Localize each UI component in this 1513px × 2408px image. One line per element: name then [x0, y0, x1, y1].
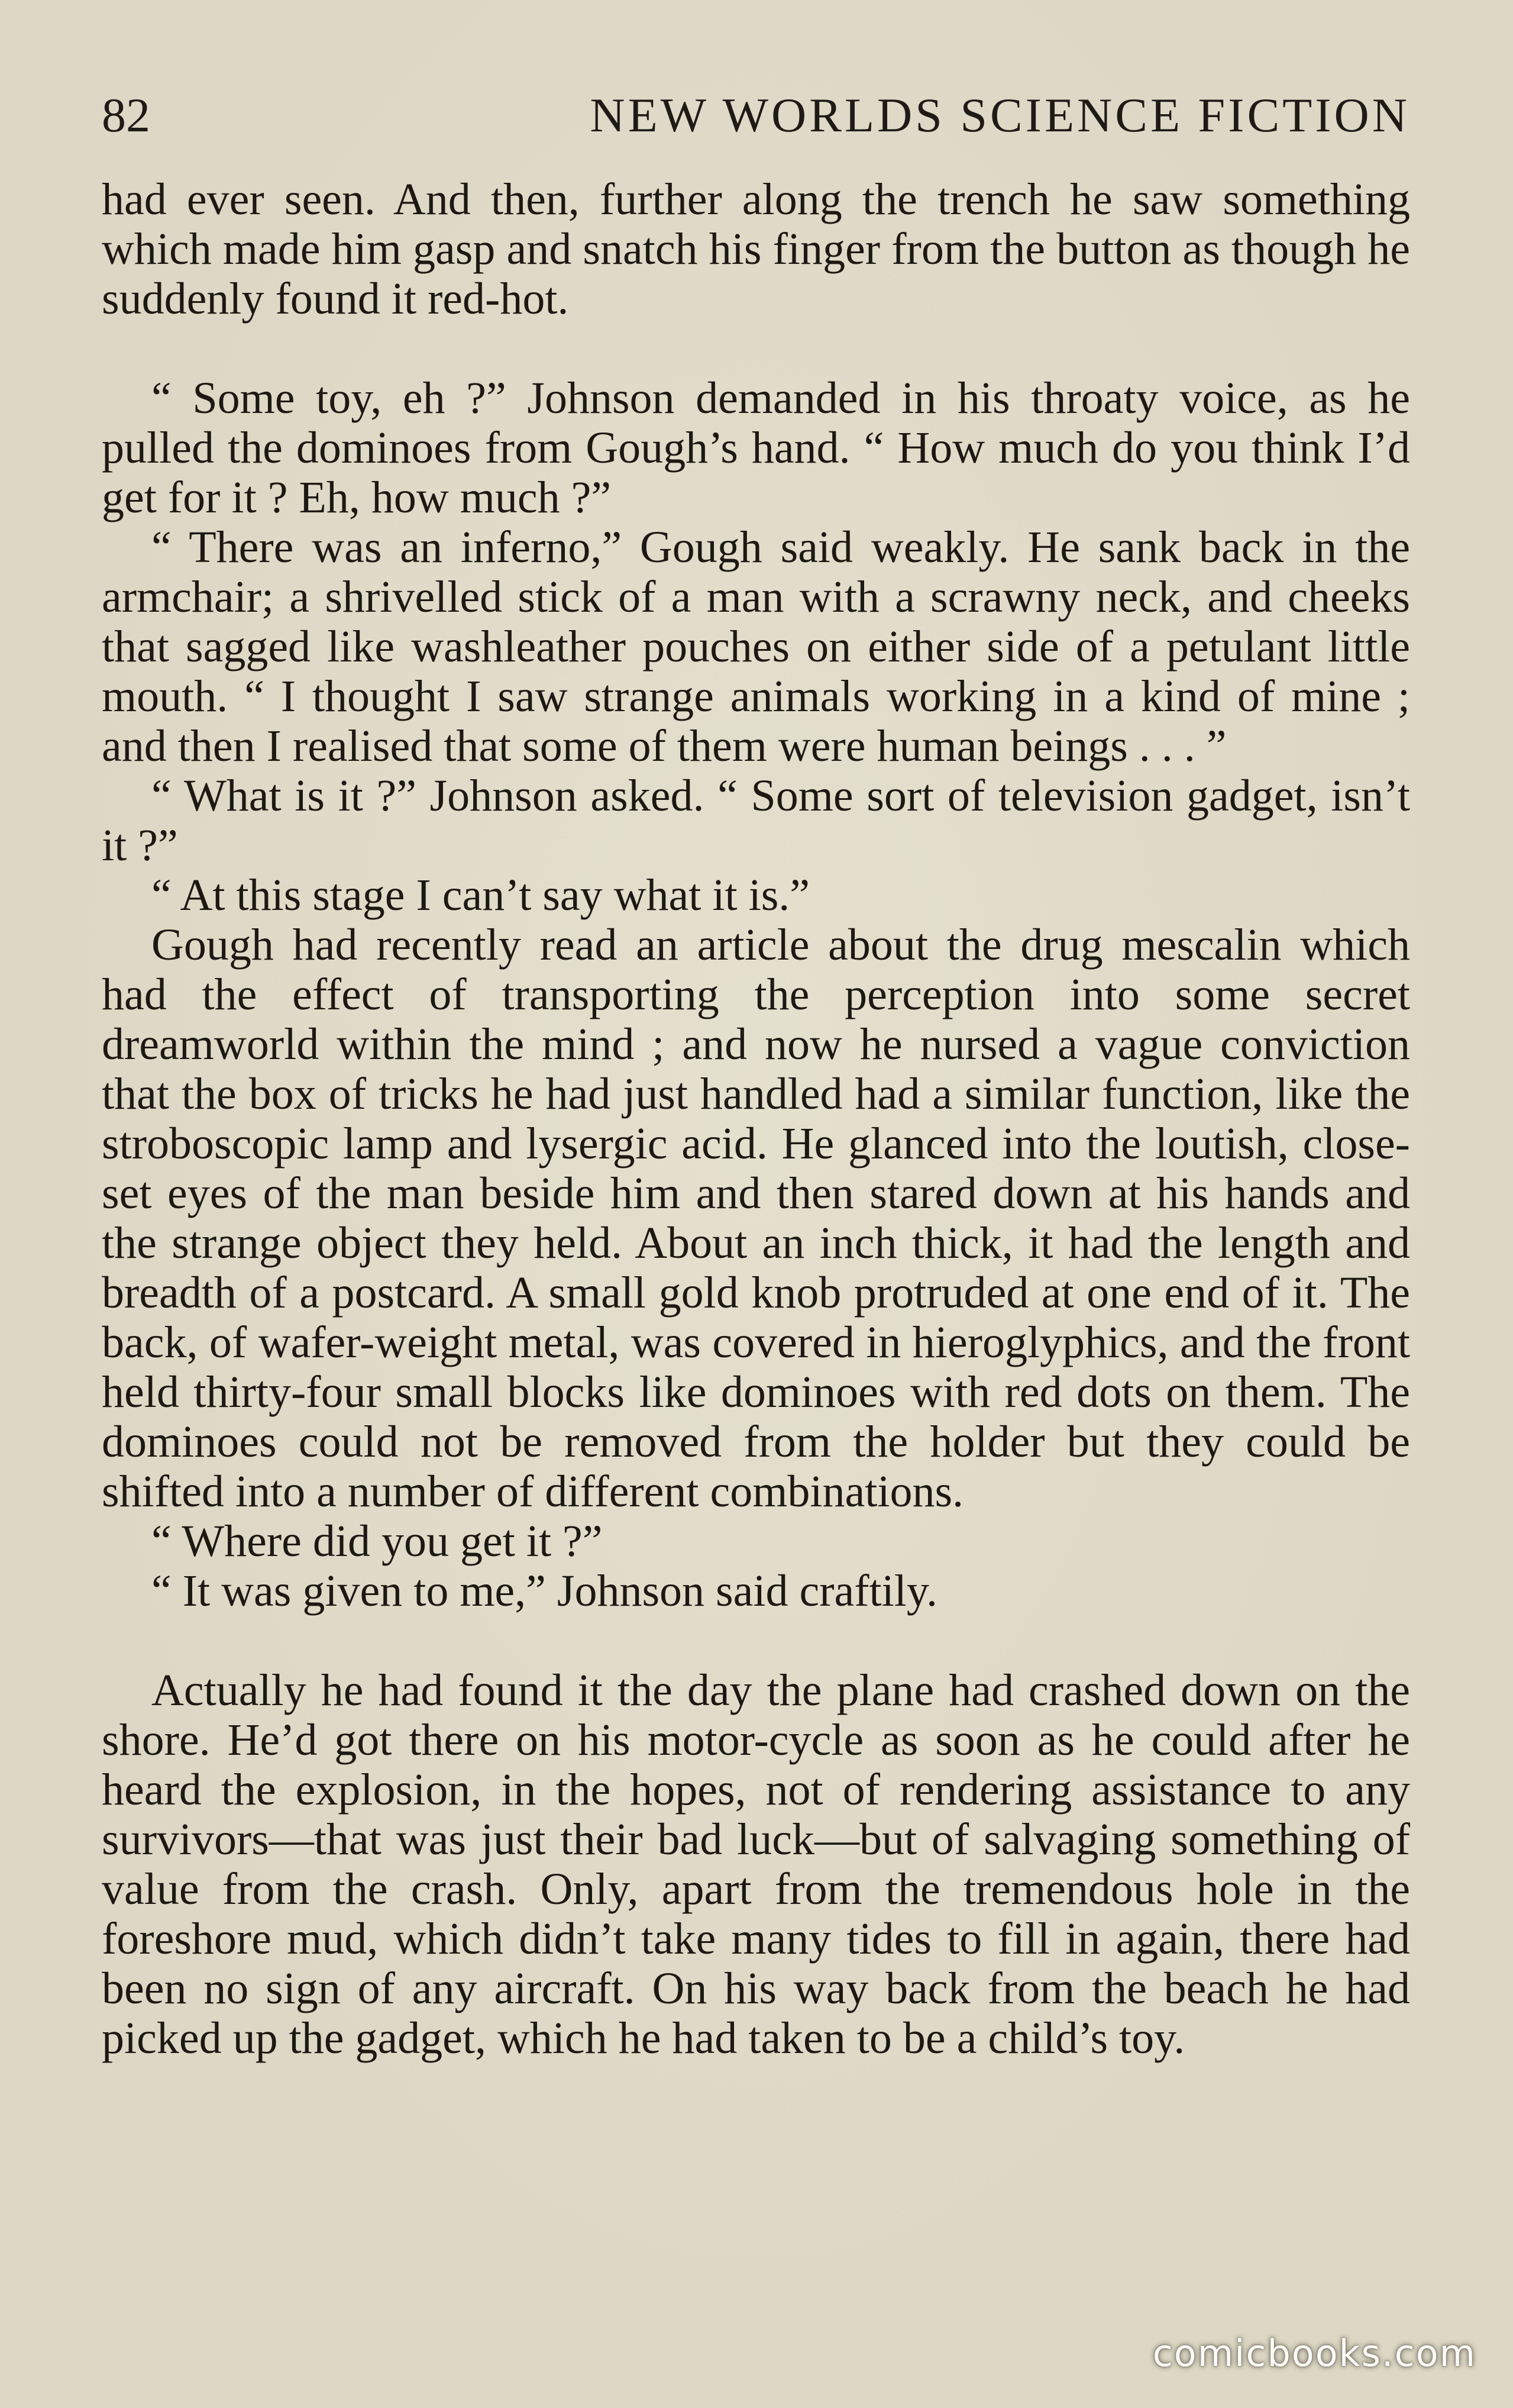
paragraph: “ At this stage I can’t say what it is.”	[151, 870, 810, 920]
paragraph: Gough had recently read an article about the drug mescalin which had the effect of transporting the perception into some secret dreamworld within the mind ; and now he nursed a vague conviction that the box of tricks he had just handled had a similar function, like the stroboscopic lamp and lysergic acid. He glanced into the loutish, close-set eyes of the man beside him and then stared down at his hands and the strange object they held. About an inch thick, it had the length and breadth of a postcard. A small gold knob protruded at one end of it. The back, of wafer-weight metal, was covered in hieroglyphics, and the front held thirty-four small blocks like dominoes with red dots on them. The dominoes could not be removed from the holder but they could be shifted into a number of different combinations.	[102, 920, 1410, 1516]
paragraph: “ Where did you get it ?”	[151, 1516, 603, 1566]
watermark: comicbooks.com	[1152, 2332, 1476, 2375]
page-number: 82	[102, 88, 150, 142]
paragraph: had ever seen. And then, further along the trench he saw something which made him gasp and snatch his finger from the button as though he suddenly found it red-hot.	[102, 175, 1410, 324]
page-header	[102, 83, 1410, 148]
body-text	[102, 175, 1410, 2063]
paragraph: “ It was given to me,” Johnson said craftily.	[151, 1566, 937, 1616]
running-head: NEW WORLDS SCIENCE FICTION	[590, 88, 1410, 142]
paragraph: “ What is it ?” Johnson asked. “ Some sort of television gadget, isn’t it ?”	[102, 771, 1410, 870]
paragraph: “ There was an inferno,” Gough said weakly. He sank back in the armchair; a shrivelled stick of a man with a scrawny neck, and cheeks that sagged like washleather pouches on either side of a petulant little mouth. “ I thought I saw strange animals working in a kind of mine ; and then I realised that some of them were human beings . . . ”	[102, 522, 1410, 771]
paragraph: Actually he had found it the day the plane had crashed down on the shore. He’d got there on his motor-cycle as soon as he could after he heard the explosion, in the hopes, not of rendering assistance to any survivors—that was just their bad luck—but of salvaging something of value from the crash. Only, apart from the tremendous hole in the foreshore mud, which didn’t take many tides to fill in again, there had been no sign of any aircraft. On his way back from the beach he had picked up the gadget, which he had taken to be a child’s toy.	[102, 1665, 1410, 2063]
paragraph: “ Some toy, eh ?” Johnson demanded in his throaty voice, as he pulled the dominoes from Gough’s hand. “ How much do you think I’d get for it ? Eh, how much ?”	[102, 373, 1410, 522]
